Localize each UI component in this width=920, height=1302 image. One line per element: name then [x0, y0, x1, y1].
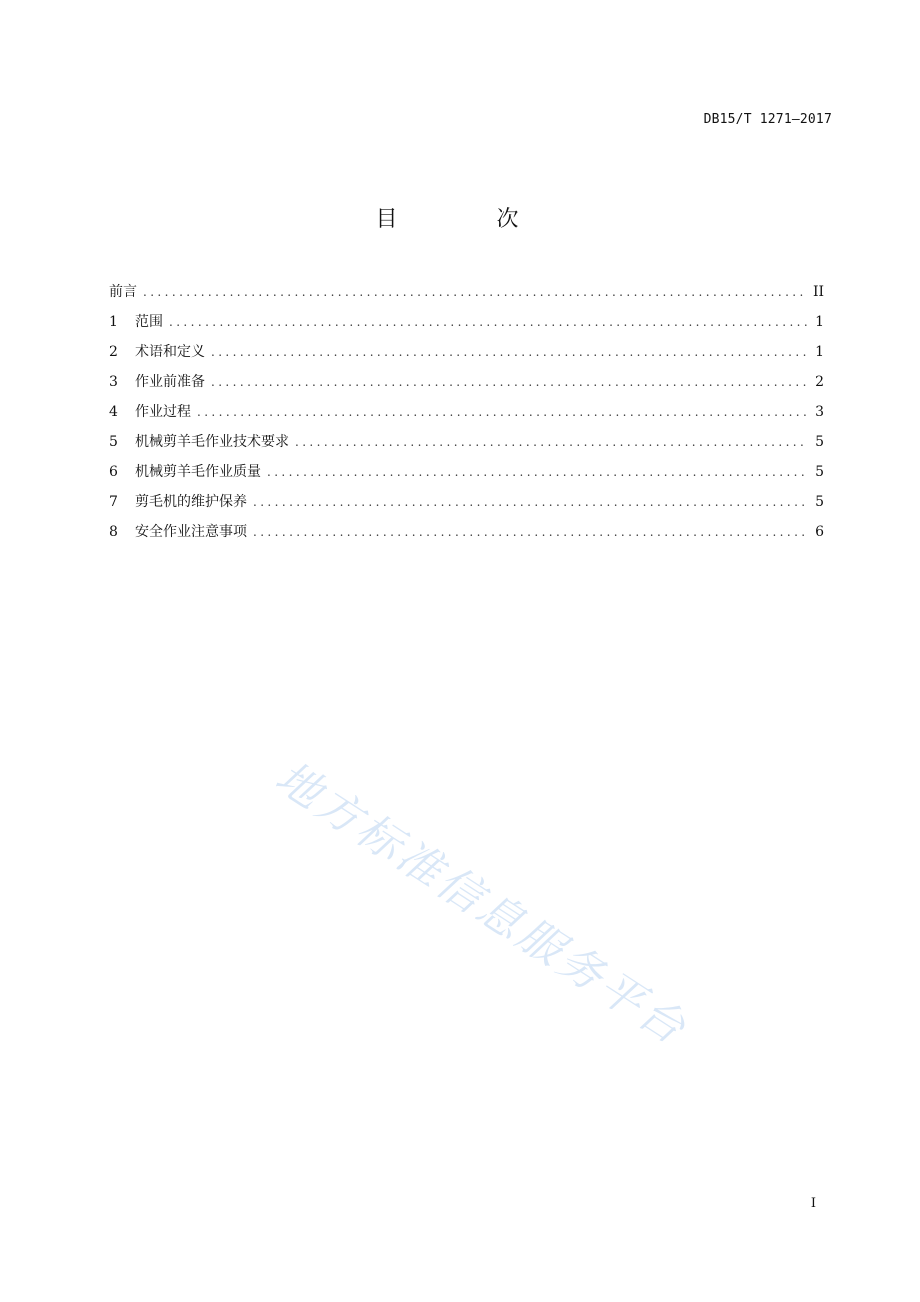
toc-entry-number: 1: [109, 314, 118, 330]
toc-entry-1[interactable]: [109, 307, 824, 337]
toc-entry-page: 2: [815, 374, 824, 390]
toc-list: [109, 277, 824, 547]
toc-entry-label: 机械剪羊毛作业质量: [135, 464, 261, 480]
toc-entry-8[interactable]: [109, 517, 824, 547]
toc-entry-label: 机械剪羊毛作业技术要求: [135, 434, 289, 450]
toc-entry-foreword[interactable]: [109, 277, 824, 307]
toc-entry-number: 3: [109, 374, 118, 390]
toc-entry-5[interactable]: [109, 427, 824, 457]
toc-leader-dots: [295, 427, 808, 457]
toc-entry-page: 1: [815, 344, 824, 360]
toc-entry-page: II: [812, 284, 824, 300]
document-code: DB15/T 1271—2017: [703, 112, 832, 127]
toc-entry-label: 作业前准备: [135, 374, 205, 390]
toc-entry-4[interactable]: [109, 397, 824, 427]
toc-entry-page: 6: [815, 524, 824, 540]
watermark: 地方标准信息服务平台: [266, 751, 697, 1056]
toc-entry-page: 5: [815, 464, 824, 480]
toc-entry-label: 范围: [135, 314, 163, 330]
toc-entry-number: 7: [109, 494, 118, 510]
toc-entry-page: 5: [815, 494, 824, 510]
toc-entry-number: 2: [109, 344, 118, 360]
toc-entry-page: 3: [815, 404, 824, 420]
toc-leader-dots: [253, 517, 808, 547]
toc-entry-page: 1: [815, 314, 824, 330]
toc-leader-dots: [253, 487, 808, 517]
toc-entry-number: 8: [109, 524, 118, 540]
toc-entry-3[interactable]: [109, 367, 824, 397]
toc-leader-dots: [211, 367, 808, 397]
page-number: I: [810, 1196, 816, 1211]
toc-leader-dots: [267, 457, 808, 487]
toc-leader-dots: [211, 337, 808, 367]
toc-entry-number: 5: [109, 434, 118, 450]
toc-entry-label: 剪毛机的维护保养: [135, 494, 247, 510]
toc-title: 目 次: [375, 207, 565, 232]
toc-entry-label: 安全作业注意事项: [135, 524, 247, 540]
toc-leader-dots: [169, 307, 808, 337]
toc-entry-label: 作业过程: [135, 404, 191, 420]
toc-entry-label: 术语和定义: [135, 344, 205, 360]
toc-leader-dots: [143, 277, 807, 307]
toc-entry-6[interactable]: [109, 457, 824, 487]
toc-entry-number: 6: [109, 464, 118, 480]
toc-entry-page: 5: [815, 434, 824, 450]
toc-entry-number: 4: [109, 404, 118, 420]
toc-entry-2[interactable]: [109, 337, 824, 367]
toc-leader-dots: [197, 397, 808, 427]
toc-entry-7[interactable]: [109, 487, 824, 517]
toc-entry-label: 前言: [109, 284, 137, 300]
